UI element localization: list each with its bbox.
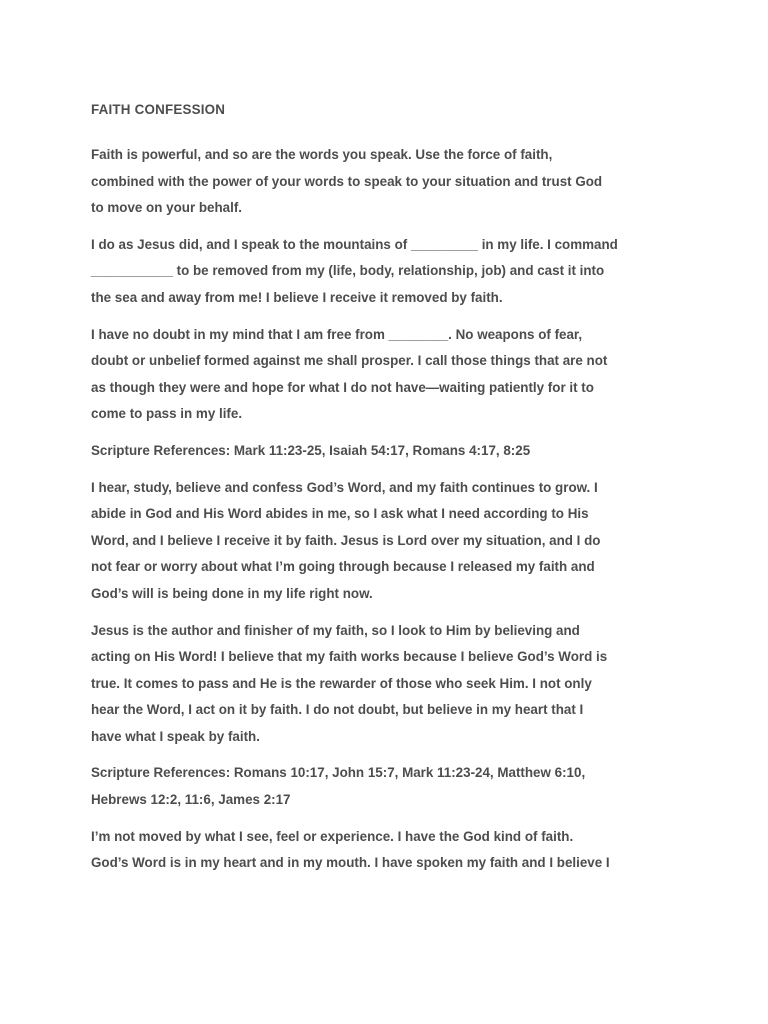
text-line: I have no doubt in my mind that I am free from ________. No weapons of fear, — [91, 326, 583, 342]
text-line: ___________ to be removed from my (life, body, relationship, job) and cast it into — [91, 263, 605, 279]
text-line: as though they were and hope for what I do not have—waiting patiently for it to — [91, 379, 594, 395]
document-title: FAITH CONFESSION — [91, 102, 226, 117]
text-line: Scripture References: Mark 11:23-25, Isaiah 54:17, Romans 4:17, 8:25 — [91, 442, 531, 458]
text-line: come to pass in my life. — [91, 406, 243, 422]
text-line: true. It comes to pass and He is the rewarder of those who seek Him. I not only — [91, 675, 592, 691]
paragraph-intro — [91, 142, 691, 222]
text-line: Jesus is the author and finisher of my faith, so I look to Him by believing and — [91, 622, 580, 638]
text-line: I’m not moved by what I see, feel or experience. I have the God kind of faith. — [91, 828, 574, 844]
paragraph-no-doubt — [91, 322, 691, 428]
text-line: acting on His Word! I believe that my faith works because I believe God’s Word is — [91, 649, 608, 665]
paragraph-author-finisher — [91, 618, 691, 751]
paragraph-hear-study — [91, 475, 691, 608]
text-line: Word, and I believe I receive it by faith. Jesus is Lord over my situation, and I do — [91, 532, 601, 548]
text-line: doubt or unbelief formed against me shall prosper. I call those things that are not — [91, 353, 608, 369]
text-line: God’s will is being done in my life right now. — [91, 585, 373, 601]
text-line: not fear or worry about what I’m going through because I released my faith and — [91, 559, 595, 575]
text-line: hear the Word, I act on it by faith. I do not doubt, but believe in my heart that I — [91, 702, 584, 718]
text-line: Scripture References: Romans 10:17, John 15:7, Mark 11:23-24, Matthew 6:10, — [91, 765, 586, 781]
text-line: to move on your behalf. — [91, 200, 243, 216]
paragraph-not-moved — [91, 824, 691, 877]
text-line: combined with the power of your words to speak to your situation and trust God — [91, 173, 603, 189]
text-line: Faith is powerful, and so are the words you speak. Use the force of faith, — [91, 147, 553, 162]
text-line: abide in God and His Word abides in me, so I ask what I need according to His — [91, 506, 589, 522]
text-line: Hebrews 12:2, 11:6, James 2:17 — [91, 792, 291, 808]
text-line: God’s Word is in my heart and in my mouth. I have spoken my faith and I believe I — [91, 855, 610, 871]
text-line: I do as Jesus did, and I speak to the mountains of _________ in my life. I command — [91, 236, 618, 252]
scripture-references-2 — [91, 760, 691, 813]
text-line: have what I speak by faith. — [91, 728, 260, 744]
document-page — [91, 100, 691, 887]
paragraph-mountains — [91, 232, 691, 312]
scripture-references-1 — [91, 438, 691, 465]
text-line: the sea and away from me! I believe I receive it removed by faith. — [91, 289, 503, 305]
text-line: I hear, study, believe and confess God’s Word, and my faith continues to grow. I — [91, 479, 598, 495]
